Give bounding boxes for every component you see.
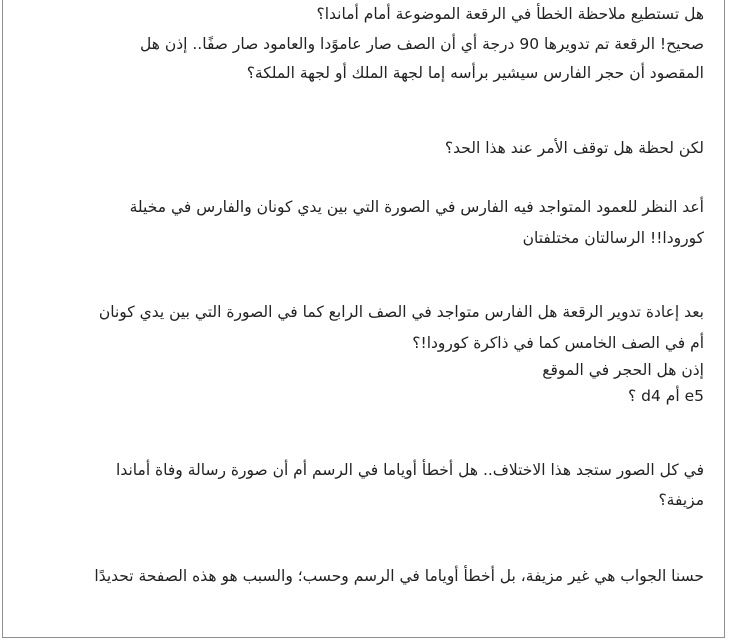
text-line: إذن هل الحجر في الموقع [542, 361, 704, 379]
text-line: بعد إعادة تدوير الرقعة هل الفارس متواجد في الصف الرابع كما في الصورة التي بين يدي كونان [98, 303, 704, 321]
text-line: مزيفة؟ [658, 491, 704, 509]
text-line: أعد النظر للعمود المتواجد فيه الفارس في الصورة التي بين يدي كونان والفارس في مخيلة [129, 198, 704, 216]
text-line: أم في الصف الخامس كما في ذاكرة كورودا!؟ [412, 334, 704, 352]
article-frame [2, 0, 725, 638]
text-line: هل تستطيع ملاحظة الخطأ في الرقعة الموضوعة أمام أماندا؟ [316, 5, 704, 23]
text-line: في كل الصور ستجد هذا الاختلاف.. هل أخطأ أوياما في الرسم أم أن صورة رسالة وفاة أماندا [116, 461, 704, 479]
text-line: كورودا!! الرسالتان مختلفتان [522, 229, 704, 247]
text-line: لكن لحظة هل توقف الأمر عند هذا الحد؟ [444, 139, 704, 157]
text-line: صحيح! الرقعة تم تدويرها 90 درجة أي أن الصف صار عاموًدا والعامود صار صفًا.. إذن هل [140, 35, 704, 53]
text-line: e5 أم d4 ؟ [627, 387, 704, 405]
text-line: حسنا الجواب هي غير مزيفة، بل أخطأ أوياما في الرسم وحسب؛ والسبب هو هذه الصفحة تحديدًا [94, 567, 704, 585]
text-line: المقصود أن حجر الفارس سيشير برأسه إما لجهة الملك أو لجهة الملكة؟ [246, 64, 704, 82]
